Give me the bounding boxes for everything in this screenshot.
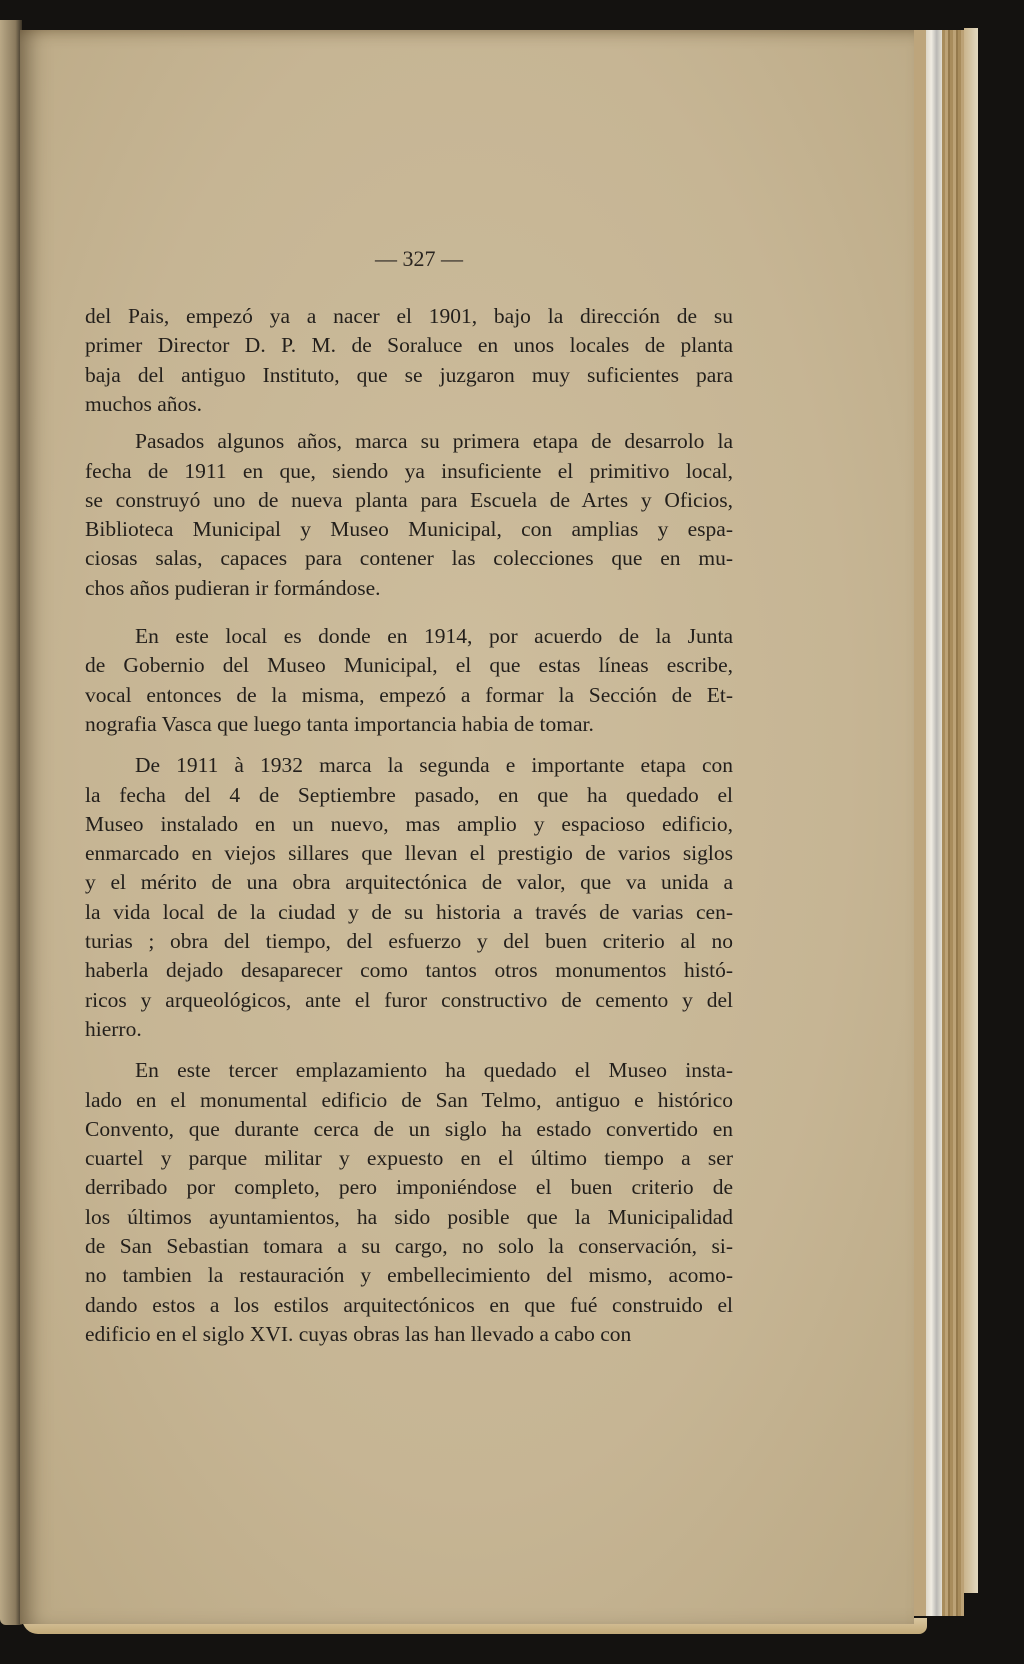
text-line: cuartel y parque militar y expuesto en el último tiempo a ser (85, 1146, 733, 1171)
text-line: y el mérito de una obra arquitectónica de valor, que va unida a (85, 870, 733, 895)
page-stack-edge (964, 28, 978, 1593)
text-line: En este tercer emplazamiento ha quedado el Museo insta- (135, 1058, 733, 1083)
page-stack-edge (926, 30, 942, 1616)
text-line: del Pais, empezó ya a nacer el 1901, bajo la dirección de su (85, 304, 733, 328)
page-stack-edge (942, 30, 964, 1616)
text-line: de Gobernio del Museo Municipal, el que estas líneas escribe, (85, 653, 733, 678)
text-line: ricos y arqueológicos, ante el furor constructivo de cemento y del (85, 987, 733, 1012)
text-line: dando estos a los estilos arquitectónicos en que fué construido el (85, 1292, 733, 1317)
text-line: De 1911 à 1932 marca la segunda e importante etapa con (135, 753, 733, 778)
text-line: muchos años. (85, 391, 203, 416)
text-line: lado en el monumental edificio de San Telmo, antiguo e histórico (85, 1087, 733, 1112)
page-number: — 327 — (375, 246, 463, 271)
text-line: los últimos ayuntamientos, ha sido posible que la Municipalidad (85, 1204, 733, 1229)
text-line: enmarcado en viejos sillares que llevan el prestigio de varios siglos (85, 841, 733, 866)
text-line: turias ; obra del tiempo, del esfuerzo y del buen criterio al no (85, 929, 733, 953)
text-line: hierro. (85, 1016, 142, 1041)
text-line: En este local es donde en 1914, por acuerdo de la Junta (135, 624, 733, 648)
text-line: ciosas salas, capaces para contener las colecciones que en mu- (85, 546, 733, 571)
text-line: vocal entonces de la misma, empezó a formar la Sección de Et- (85, 682, 733, 707)
text-line: Biblioteca Municipal y Museo Municipal, con amplias y espa- (85, 517, 733, 542)
text-line: baja del antiguo Instituto, que se juzgaron muy suficientes para (85, 362, 733, 387)
text-line: la fecha del 4 de Septiembre pasado, en que ha quedado el (85, 782, 733, 807)
page-stack-edge (914, 30, 926, 1616)
text-line: nografia Vasca que luego tanta importancia habia de tomar. (85, 711, 594, 736)
text-line: Pasados algunos años, marca su primera etapa de desarrolo la (135, 429, 733, 454)
text-line: primer Director D. P. M. de Soraluce en unos locales de planta (85, 333, 733, 358)
text-line: derribado por completo, pero imponiéndose el buen criterio de (85, 1175, 733, 1200)
text-line: no tambien la restauración y embellecimiento del mismo, acomo- (85, 1263, 733, 1288)
text-line: edificio en el siglo XVI. cuyas obras las han llevado a cabo con (85, 1321, 632, 1346)
text-line: Museo instalado en un nuevo, mas amplio y espacioso edificio, (85, 811, 733, 836)
text-line: chos años pudieran ir formándose. (85, 575, 381, 600)
text-line: de San Sebastian tomara a su cargo, no solo la conservación, si- (85, 1234, 733, 1258)
text-line: se construyó uno de nueva planta para Escuela de Artes y Oficios, (85, 487, 733, 512)
text-line: la vida local de la ciudad y de su historia a través de varias cen- (85, 899, 733, 924)
text-line: haberla dejado desaparecer como tantos otros monumentos histó- (85, 958, 733, 983)
text-line: fecha de 1911 en que, siendo ya insuficiente el primitivo local, (85, 458, 733, 483)
text-line: Convento, que durante cerca de un siglo ha estado convertido en (85, 1116, 733, 1141)
